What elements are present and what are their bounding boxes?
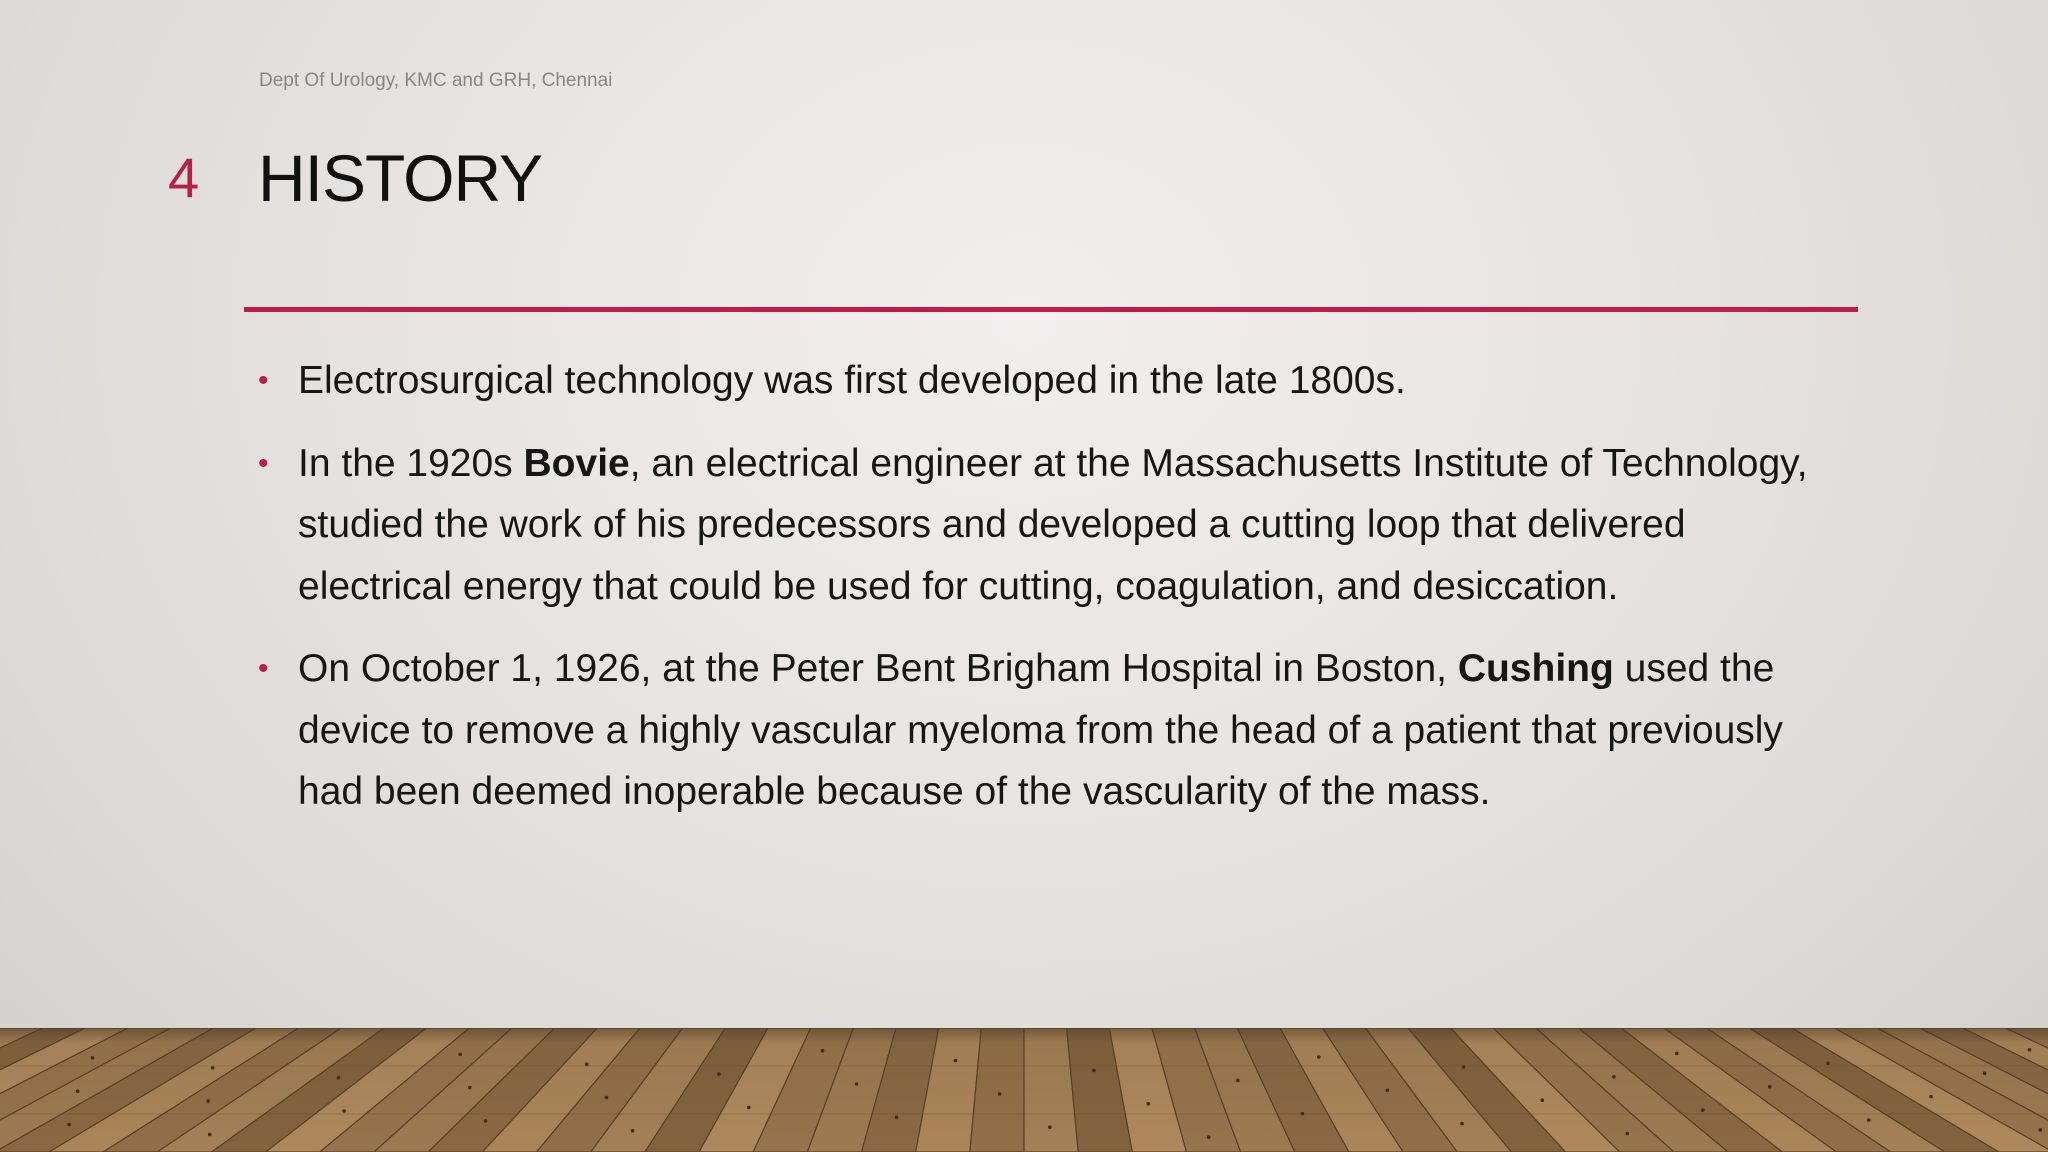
bullet-text [298,359,1406,402]
wood-floor-background [0,1028,2048,1152]
bullet-item [258,350,1848,412]
text-segment: In the 1920s [298,441,524,485]
bullet-list [258,350,1848,844]
bullet-text [298,442,1808,608]
wood-floor-image [0,1028,2048,1152]
bullet-dot-icon: • [258,364,269,397]
text-segment: Electrosurgical technology was first developed in the late 1800s. [298,359,1406,402]
text-segment: , an electrical engineer at the Massachusetts Institute of Technology, studied the work of his predecessors and developed a cutting loop that delivered electrical energy that could be used for cutting, coagulation, and desiccation. [298,441,1808,608]
slide-footer: Dept Of Urology, KMC and GRH, Chennai [259,70,613,91]
bold-text-segment: Bovie [523,441,630,485]
bullet-dot-icon: • [258,652,269,685]
slide-title: HISTORY [258,141,542,215]
text-segment: On October 1, 1926, at the Peter Bent Brigham Hospital in Boston, [298,647,1458,690]
bold-text-segment: Cushing [1457,647,1614,690]
bullet-item [258,433,1848,618]
text-segment: used the device to remove a highly vascular myeloma from the head of a patient that previously had been deemed inoperable because of the vascularity of the mass. [298,647,1783,813]
slide-number: 4 [168,146,200,209]
bullet-text [298,647,1783,813]
title-divider [244,307,1858,312]
bullet-dot-icon: • [258,446,269,480]
bullet-item [258,638,1848,823]
